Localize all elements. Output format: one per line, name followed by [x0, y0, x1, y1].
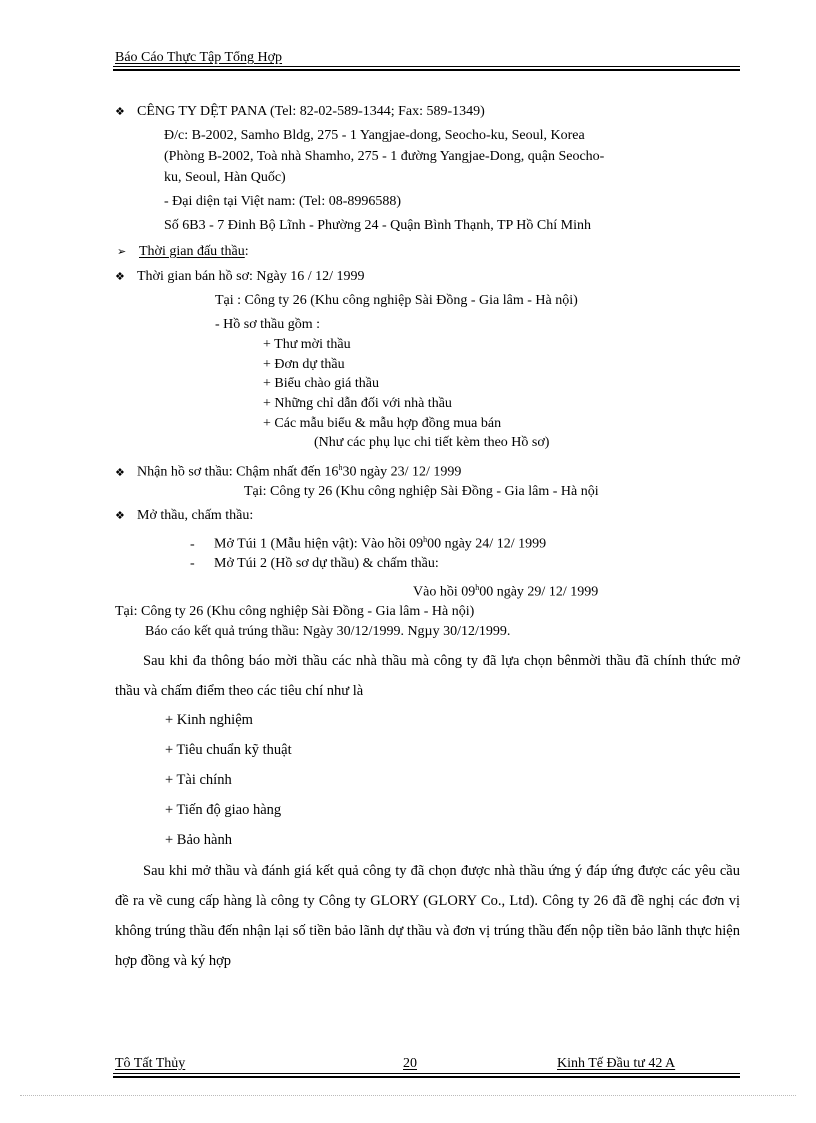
paragraph-2: Sau khi mở thầu và đánh giá kết quả công ty đã chọn được nhà thầu ứng ý đáp ứng được các yêu cầu đề ra về cung cấp hàng là công ty Công ty GLORY (GLORY Co., Ltd). Công ty 26 đã đề nghị các đơn vị không trúng thầu đến nhận lại số tiền bảo lãnh dự thầu và đơn vị trúng thầu đến nộp tiền bảo lãnh thực hiện hợp đồng và ký hợp [115, 863, 740, 969]
footer-class: Kinh Tế Đầu tư 42 A [557, 1056, 676, 1071]
header-rule-thick [113, 69, 740, 71]
doc-item: + Biểu chào giá thầu [263, 376, 379, 391]
criteria-item: + Bảo hành [165, 832, 232, 848]
company-representative: - Đại diện tại Việt nam: (Tel: 08-8996588) [164, 194, 402, 209]
company-name: CÊNG TY DỆT PANA (Tel: 82-02-589-1344; Fax: 589-1349) [137, 104, 485, 119]
open-bag-2: - Mở Túi 2 (Hồ sơ dự thầu) & chấm thầu: [190, 556, 439, 571]
header-title: Báo Cáo Thực Tập Tổng Hợp [115, 50, 283, 65]
diamond-bullet-icon: ❖ [115, 270, 125, 283]
header-rule [113, 66, 740, 67]
sale-place: Tại : Công ty 26 (Khu công nghiệp Sài Đồng - Gia lâm - Hà nội) [215, 293, 578, 308]
criteria-item: + Tiến độ giao hàng [165, 802, 282, 818]
receive-place: Tại: Công ty 26 (Khu công nghiệp Sài Đồng - Gia lâm - Hà nội [244, 484, 599, 499]
footer-page-number: 20 [403, 1056, 417, 1071]
criteria-item: + Tiêu chuẩn kỹ thuật [165, 742, 292, 758]
footer-rule-thick [113, 1076, 740, 1078]
open-bag-2-time: Vào hồi 09$^h$00 ngày 29/ 12/ 1999 [413, 583, 599, 600]
company-line [115, 103, 485, 121]
company-address-2: (Phòng B-2002, Toà nhà Shamho, 275 - 1 đường Yangjae-Dong, quận Seocho- [164, 149, 605, 164]
docs-title: - Hồ sơ thầu gồm : [215, 317, 321, 332]
arrow-bullet-icon: ➢ [117, 245, 127, 258]
doc-item: + Các mẫu biểu & mẫu hợp đồng mua bán [263, 416, 502, 431]
diamond-bullet-icon: ❖ [115, 105, 125, 118]
criteria-list [165, 705, 292, 855]
page-edge-divider [20, 1095, 796, 1096]
company-address-3: ku, Seoul, Hàn Quốc) [164, 170, 286, 185]
open-title: ❖ Mở thầu, chấm thầu: [115, 508, 254, 523]
company-rep-address: Số 6B3 - 7 Đinh Bộ Lĩnh - Phường 24 - Quận Bình Thạnh, TP Hồ Chí Minh [164, 218, 591, 233]
receive-time: ❖ Nhận hồ sơ thầu: Chậm nhất đến 16$^h$30 ngày 23/ 12/ 1999 [115, 463, 462, 480]
docs-note: (Như các phụ lục chi tiết kèm theo Hồ sơ) [314, 435, 550, 450]
criteria-item: + Tài chính [165, 772, 232, 788]
doc-item: + Đơn dự thầu [263, 357, 345, 372]
doc-item: + Thư mời thầu [263, 337, 351, 352]
criteria-item: + Kinh nghiệm [165, 712, 253, 728]
diamond-bullet-icon: ❖ [115, 465, 125, 479]
open-place: Tại: Công ty 26 (Khu công nghiệp Sài Đồng - Gia lâm - Hà nội) [115, 604, 475, 619]
company-address-1: Đ/c: B-2002, Samho Bldg, 275 - 1 Yangjae-dong, Seocho-ku, Seoul, Korea [164, 128, 585, 143]
bidding-heading: ➢ Thời gian đấu thầu: [117, 244, 249, 259]
footer-author: Tô Tất Thủy [115, 1056, 186, 1071]
paragraph-1: Sau khi đa thông báo mời thầu các nhà thầu mà công ty đã lựa chọn bênmời thầu đã chính thức mở thầu và chấm điểm theo các tiêu chí như là [115, 653, 740, 699]
result-report: Báo cáo kết quả trúng thầu: Ngày 30/12/1999. Ngµy 30/12/1999. [145, 624, 511, 639]
open-bag-1: - Mở Túi 1 (Mẫu hiện vật): Vào hồi 09$^h$00 ngày 24/ 12/ 1999 [190, 535, 547, 552]
diamond-bullet-icon: ❖ [115, 509, 125, 522]
footer-rule [113, 1073, 740, 1074]
doc-item: + Những chỉ dẫn đối với nhà thầu [263, 396, 452, 411]
sale-time: ❖ Thời gian bán hồ sơ: Ngày 16 / 12/ 1999 [115, 269, 365, 284]
